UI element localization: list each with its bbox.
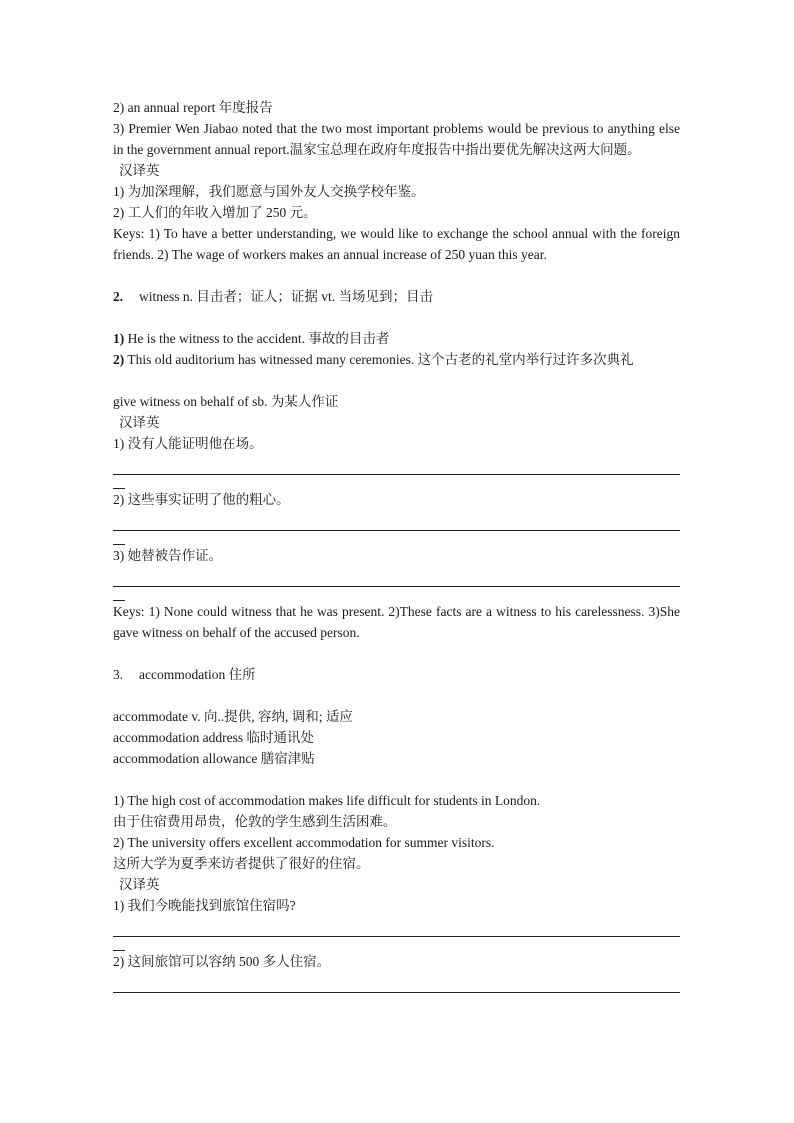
answer-blank-stub (113, 531, 125, 545)
c2e-heading: 汉译英 (119, 415, 160, 430)
section-heading-witness (113, 286, 680, 307)
answer-blank-line[interactable] (113, 916, 680, 937)
translation-question-2: 2) 这间旅馆可以容纳 500 多人住宿。 (113, 954, 331, 969)
section-number: 3. (113, 667, 124, 682)
accommodation-example-1: 1) The high cost of accommodation makes life difficult for students in London. (113, 793, 541, 808)
section-number: 2. (113, 289, 124, 304)
accommodation-example-2: 2) The university offers excellent accommodation for summer visitors. (113, 835, 495, 850)
translation-question-1: 1) 为加深理解，我们愿意与国外友人交换学校年鉴。 (113, 184, 425, 199)
answer-blank-line[interactable] (113, 566, 680, 587)
translation-question-1: 1) 我们今晚能找到旅馆住宿吗? (113, 898, 296, 913)
translation-question-1: 1) 没有人能证明他在场。 (113, 436, 263, 451)
annual-report-phrase: 2) an annual report 年度报告 (113, 100, 273, 115)
answer-blank-line[interactable] (113, 510, 680, 531)
example-text: He is the witness to the accident. 事故的目击者 (124, 331, 390, 346)
derivative-address: accommodation address 临时通讯处 (113, 730, 314, 745)
accommodation-example-1-cn: 由于住宿费用昂贵，伦敦的学生感到生活困难。 (113, 814, 397, 829)
answer-blank-stub (113, 587, 125, 601)
translation-question-2: 2) 这些事实证明了他的粗心。 (113, 492, 290, 507)
witness-phrase: give witness on behalf of sb. 为某人作证 (113, 394, 339, 409)
answer-blank-line[interactable] (113, 454, 680, 475)
example-number: 1) (113, 331, 125, 346)
section-heading-accommodation (113, 664, 680, 685)
c2e-heading: 汉译英 (119, 877, 160, 892)
answer-keys: Keys: 1) None could witness that he was present. 2)These facts are a witness to his carelessness. 3)She gave witness on behalf of the accused person. (113, 604, 680, 640)
translation-question-2: 2) 工人们的年收入增加了 250 元。 (113, 205, 317, 220)
section-title: accommodation 住所 (139, 667, 256, 682)
section-title: witness n. 目击者；证人；证据 vt. 当场见到；目击 (139, 289, 434, 304)
example-text: This old auditorium has witnessed many ceremonies. 这个古老的礼堂内举行过许多次典礼 (124, 352, 634, 367)
example-number: 2) (113, 352, 125, 367)
answer-keys: Keys: 1) To have a better understanding, we would like to exchange the school annual with the foreign friends. 2) The wage of workers makes an annual increase of 250 yuan this year. (113, 226, 680, 262)
document-body (113, 97, 680, 993)
c2e-heading: 汉译英 (119, 163, 160, 178)
witness-example-2 (113, 349, 680, 370)
accommodation-example-2-cn: 这所大学为夏季来访者提供了很好的住宿。 (113, 856, 370, 871)
witness-example-1 (113, 328, 680, 349)
answer-blank-stub (113, 937, 125, 951)
answer-blank-line[interactable] (113, 972, 680, 993)
answer-blank-stub (113, 475, 125, 489)
translation-question-3: 3) 她替被告作证。 (113, 548, 223, 563)
annual-example-3: 3) Premier Wen Jiabao noted that the two most important problems would be previous to anything else in the government annual report.温家宝总理在政府年度报告中指出要优先解决这两大问题。 (113, 121, 680, 157)
derivative-accommodate: accommodate v. 向..提供, 容纳, 调和; 适应 (113, 709, 353, 724)
derivative-allowance: accommodation allowance 膳宿津贴 (113, 751, 315, 766)
